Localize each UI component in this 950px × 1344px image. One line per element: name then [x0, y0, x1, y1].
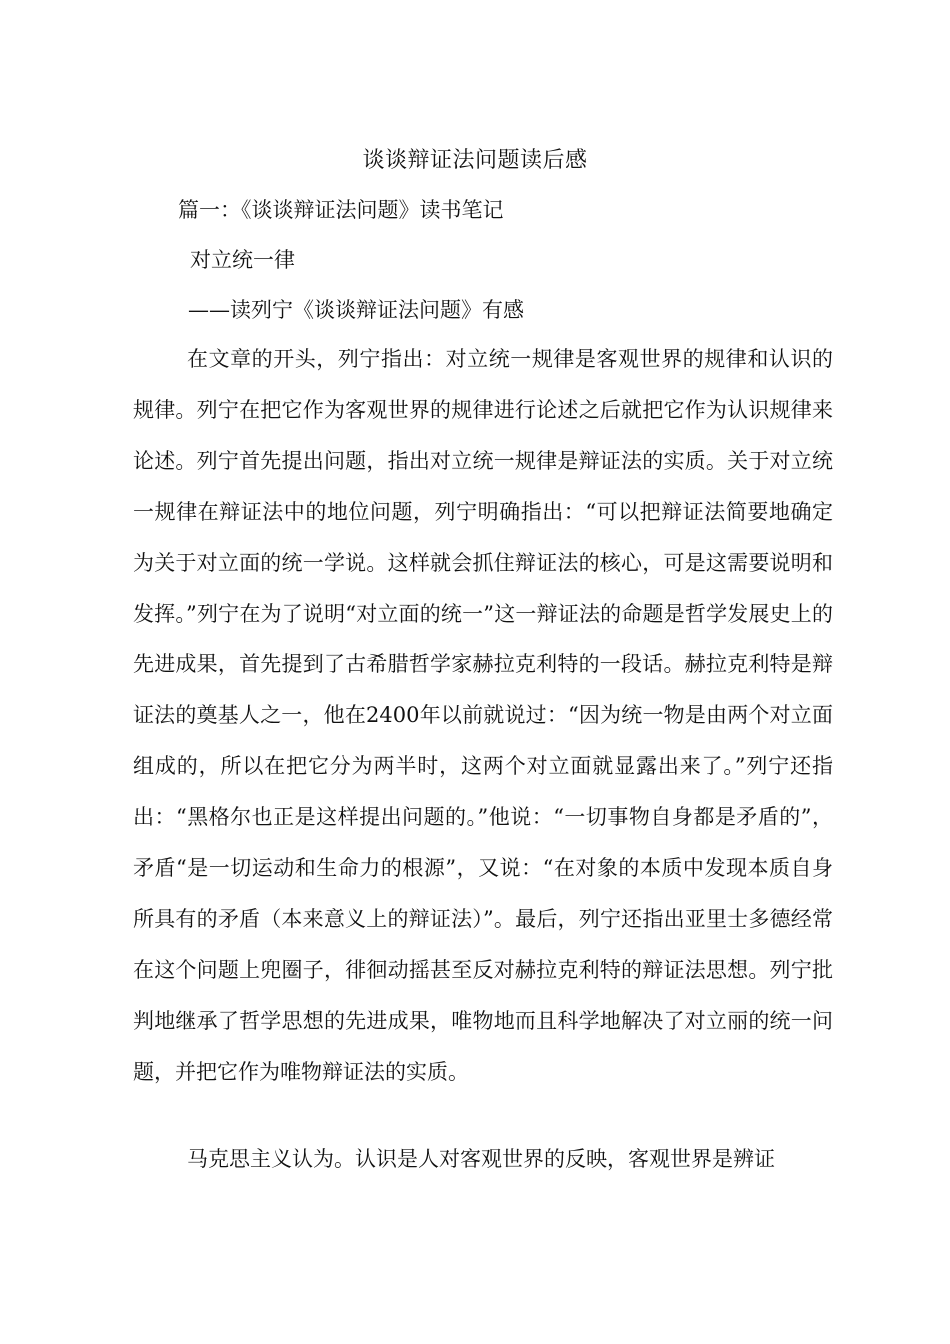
body-paragraph: 在文章的开头，列宁指出：对立统一规律是客观世界的规律和认识的规律。列宁在把它作为客观世界的规律进行论述之后就把它作为认识规律来论述。列宁首先提出问题，指出对立统一规律是辩证法的实质。关于对立统一规律在辩证法中的地位问题，列宁明确指出：“可以把辩证法简要地确定为关于对立面的统一学说。这样就会抓住辩证法的核心，可是这需要说明和发挥。”列宁在为了说明“对立面的统一”这一辩证法的命题是哲学发展史上的先进成果，首先提到了古希腊哲学家赫拉克利特的一段话。赫拉克利特是辩证法的奠基人之一，他在2400年以前就说过：“因为统一物是由两个对立面组成的，所以在把它分为两半时，这两个对立面就显露出来了。”列宁还指出：“黑格尔也正是这样提出问题的。”他说：“一切事物自身都是矛盾的”，矛盾“是一切运动和生命力的根源”，又说：“在对象的本质中发现本质自身所具有的矛盾（本来意义上的辩证法）”。最后，列宁还指出亚里士多德经常在这个问题上兜圈子，徘徊动摇甚至反对赫拉克利特的辩证法思想。列宁批判地继承了哲学思想的先进成果，唯物地而且科学地解决了对立丽的统一问题，并把它作为唯物辩证法的实质。	[133, 347, 833, 1084]
body-paragraph: 马克思主义认为。认识是人对客观世界的反映，客观世界是辨证	[187, 1147, 775, 1171]
document-title: 谈谈辩证法问题读后感	[362, 148, 588, 173]
subheading: 对立统一律	[190, 248, 295, 272]
section-heading: 篇一：《谈谈辩证法问题》读书笔记	[178, 198, 504, 222]
byline: ——读列宁《谈谈辩证法问题》有感	[188, 298, 524, 322]
